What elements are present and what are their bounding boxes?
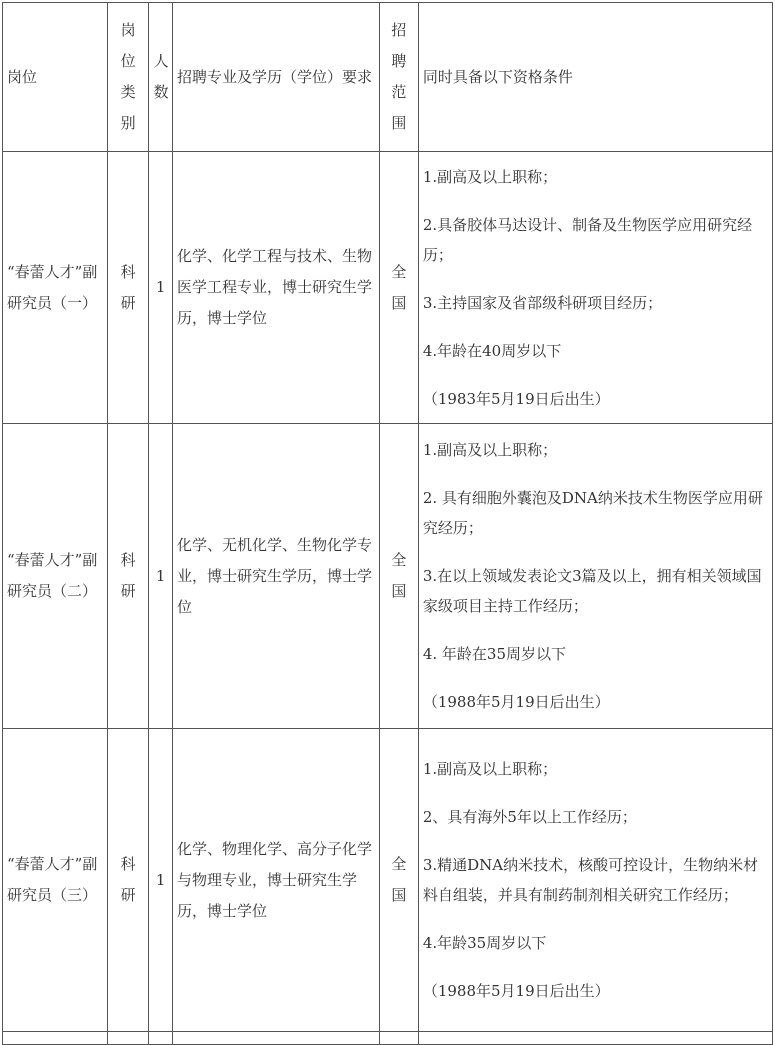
requirement-item: 3.精通DNA纳米技术，核酸可控设计，生物纳米材料自组装，并具有制药制剂相关研究工作经历；: [422, 856, 759, 904]
requirement-item: 4. 年龄在35周岁以下: [422, 645, 566, 663]
position-cell: “春蕾人才”副研究员（一）: [3, 152, 108, 424]
requirement-item: 4.年龄35周岁以下: [422, 934, 547, 952]
category-cell: 科研: [108, 424, 149, 729]
requirement-item: 2. 具有细胞外囊泡及DNA纳米技术生物医学应用研究经历；: [422, 489, 763, 537]
empty-cell: [149, 1032, 173, 1045]
count-cell: 1: [149, 729, 173, 1032]
count-cell: 1: [149, 152, 173, 424]
scope-cell: 全国: [379, 729, 418, 1032]
empty-cell: [3, 1032, 108, 1045]
table-row: [3, 729, 773, 1032]
count-cell: 1: [149, 424, 173, 729]
header-requirements: 同时具备以下资格条件: [418, 3, 772, 152]
recruitment-table: [2, 2, 773, 1045]
header-category: 岗位类别: [108, 3, 149, 152]
major-cell: 化学、化学工程与技术、生物医学工程专业，博士研究生学历，博士学位: [173, 152, 380, 424]
empty-cell: [379, 1032, 418, 1045]
requirements-cell: [418, 424, 772, 729]
table-header-row: [3, 3, 773, 152]
requirement-item: （1988年5月19日后出生）: [422, 693, 610, 711]
requirement-item: 1.副高及以上职称；: [422, 760, 558, 778]
table-row-partial: [3, 1032, 773, 1045]
category-cell: 科研: [108, 729, 149, 1032]
empty-cell: [173, 1032, 380, 1045]
requirement-item: 1.副高及以上职称；: [422, 441, 558, 459]
empty-cell: [418, 1032, 772, 1045]
header-scope: 招聘范围: [379, 3, 418, 152]
requirement-item: 3.在以上领域发表论文3篇及以上，拥有相关领域国家级项目主持工作经历；: [422, 567, 762, 615]
position-cell: “春蕾人才”副研究员（三）: [3, 729, 108, 1032]
requirements-cell: [418, 152, 772, 424]
requirement-item: （1988年5月19日后出生）: [422, 982, 610, 1000]
requirements-cell: [418, 729, 772, 1032]
requirement-item: 2、具有海外5年以上工作经历；: [422, 808, 637, 826]
requirement-item: 2.具备胶体马达设计、制备及生物医学应用研究经历；: [422, 215, 753, 264]
header-position: 岗位: [3, 3, 108, 152]
requirement-item: 3.主持国家及省部级科研项目经历；: [422, 293, 663, 312]
empty-cell: [108, 1032, 149, 1045]
major-cell: 化学、物理化学、高分子化学与物理专业，博士研究生学历，博士学位: [173, 729, 380, 1032]
position-cell: “春蕾人才”副研究员（二）: [3, 424, 108, 729]
scope-cell: 全国: [379, 424, 418, 729]
table-row: [3, 152, 773, 424]
major-cell: 化学、无机化学、生物化学专业，博士研究生学历，博士学位: [173, 424, 380, 729]
scope-cell: 全国: [379, 152, 418, 424]
requirement-item: （1983年5月19日后出生）: [422, 389, 610, 408]
header-count: 人数: [149, 3, 173, 152]
requirement-item: 4.年龄在40周岁以下: [422, 341, 562, 360]
header-major: 招聘专业及学历（学位）要求: [173, 3, 380, 152]
category-cell: 科研: [108, 152, 149, 424]
table-row: [3, 424, 773, 729]
requirement-item: 1.副高及以上职称；: [422, 167, 558, 186]
